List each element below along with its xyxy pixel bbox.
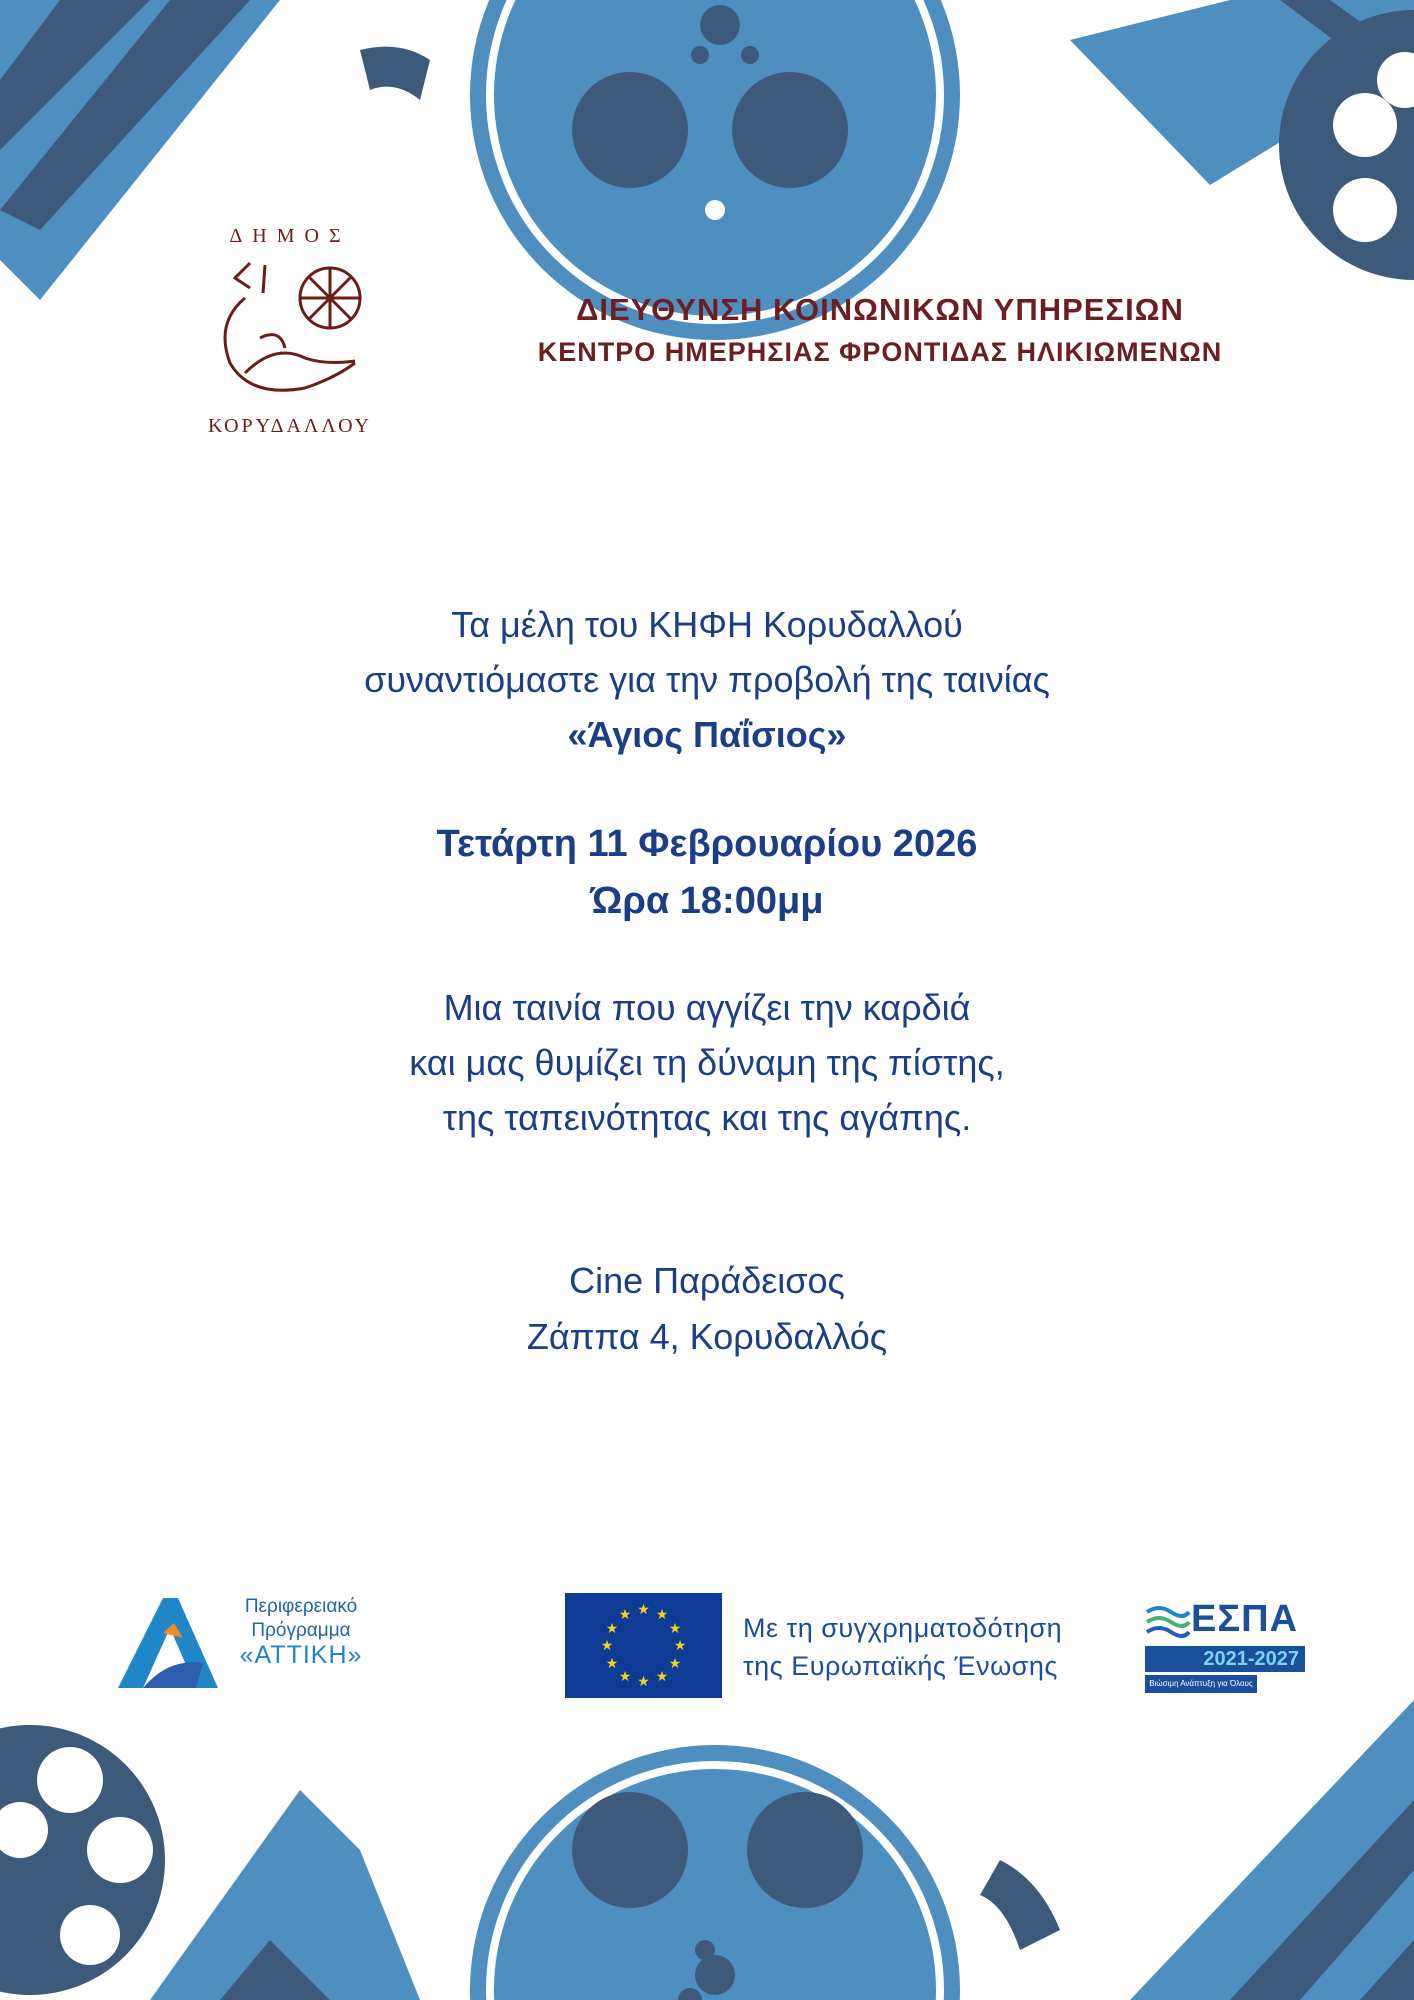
film-reel-bottom-icon: [470, 1745, 1060, 2000]
espa-waves-icon: [1145, 1598, 1191, 1644]
espa-tagline: Βιώσιμη Ανάπτυξη για Όλους: [1145, 1675, 1257, 1693]
eu-flag-icon: [565, 1593, 722, 1698]
organization-header: [440, 288, 1320, 372]
eu-cofunding-text: [743, 1609, 1062, 1685]
svg-text:★: ★: [600, 1638, 614, 1654]
svg-text:★: ★: [668, 1621, 682, 1637]
svg-text:★: ★: [655, 1607, 669, 1623]
attiki-line-1: Περιφερειακό: [244, 1596, 358, 1617]
clapper-top-right-icon: [1070, 0, 1414, 280]
venue-info: [0, 1253, 1414, 1365]
logo-bottom-text: ΚΟΡΥΔΑΛΛΟΥ: [208, 415, 372, 437]
movie-description: [0, 980, 1414, 1145]
dove-wheel-emblem-icon: [205, 253, 375, 413]
department-title: ΔΙΕΥΘΥΝΣΗ ΚΟΙΝΩΝΙΚΩΝ ΥΠΗΡΕΣΙΩΝ: [576, 292, 1184, 327]
attiki-a-icon: [108, 1583, 228, 1703]
description-line-1: Μια ταινία που αγγίζει την καρδιά: [443, 987, 971, 1028]
film-reel-bottom-left-icon: [0, 1725, 420, 2000]
svg-text:★: ★: [637, 1602, 650, 1618]
svg-text:★: ★: [637, 1674, 650, 1690]
intro-text: [0, 597, 1414, 762]
intro-line-1: Τα μέλη του ΚΗΦΗ Κορυδαλλού: [451, 604, 963, 645]
movie-title: «Άγιος Παΐσιος»: [567, 714, 847, 755]
event-time: Ώρα 18:00μμ: [590, 880, 824, 922]
svg-text:★: ★: [605, 1656, 619, 1672]
attiki-name: «ΑΤΤΙΚΗ»: [239, 1641, 363, 1669]
espa-title: ΕΣΠΑ: [1191, 1598, 1299, 1640]
municipality-logo: [190, 225, 390, 450]
svg-text:★: ★: [618, 1669, 632, 1685]
center-title: ΚΕΝΤΡΟ ΗΜΕΡΗΣΙΑΣ ΦΡΟΝΤΙΔΑΣ ΗΛΙΚΙΩΜΕΝΩΝ: [537, 337, 1223, 367]
svg-text:★: ★: [668, 1656, 682, 1672]
eu-line-2: της Ευρωπαϊκής Ένωσης: [743, 1651, 1058, 1681]
svg-text:★: ★: [673, 1638, 687, 1654]
espa-logo: [1145, 1598, 1305, 1698]
event-date: Τετάρτη 11 Φεβρουαρίου 2026: [436, 823, 978, 865]
espa-years: 2021-2027: [1145, 1646, 1305, 1672]
description-line-3: της ταπεινότητας και της αγάπης.: [442, 1097, 972, 1138]
intro-line-2: συναντιόμαστε για την προβολή της ταινίας: [364, 659, 1050, 700]
svg-text:★: ★: [655, 1669, 669, 1685]
svg-text:★: ★: [618, 1607, 632, 1623]
logo-top-text: ΔΗΜΟΣ: [229, 225, 351, 247]
description-line-2: και μας θυμίζει τη δύναμη της πίστης,: [409, 1042, 1005, 1083]
eu-line-1: Με τη συγχρηματοδότηση: [743, 1613, 1063, 1643]
svg-text:★: ★: [605, 1621, 619, 1637]
event-datetime: [0, 816, 1414, 930]
venue-address: Ζάππα 4, Κορυδαλλός: [526, 1316, 888, 1357]
clapper-bottom-right-icon: [1130, 1700, 1414, 2000]
venue-name: Cine Παράδεισος: [569, 1260, 845, 1301]
attiki-line-2: Πρόγραμμα: [251, 1620, 351, 1641]
attiki-program-logo: [108, 1583, 438, 1703]
